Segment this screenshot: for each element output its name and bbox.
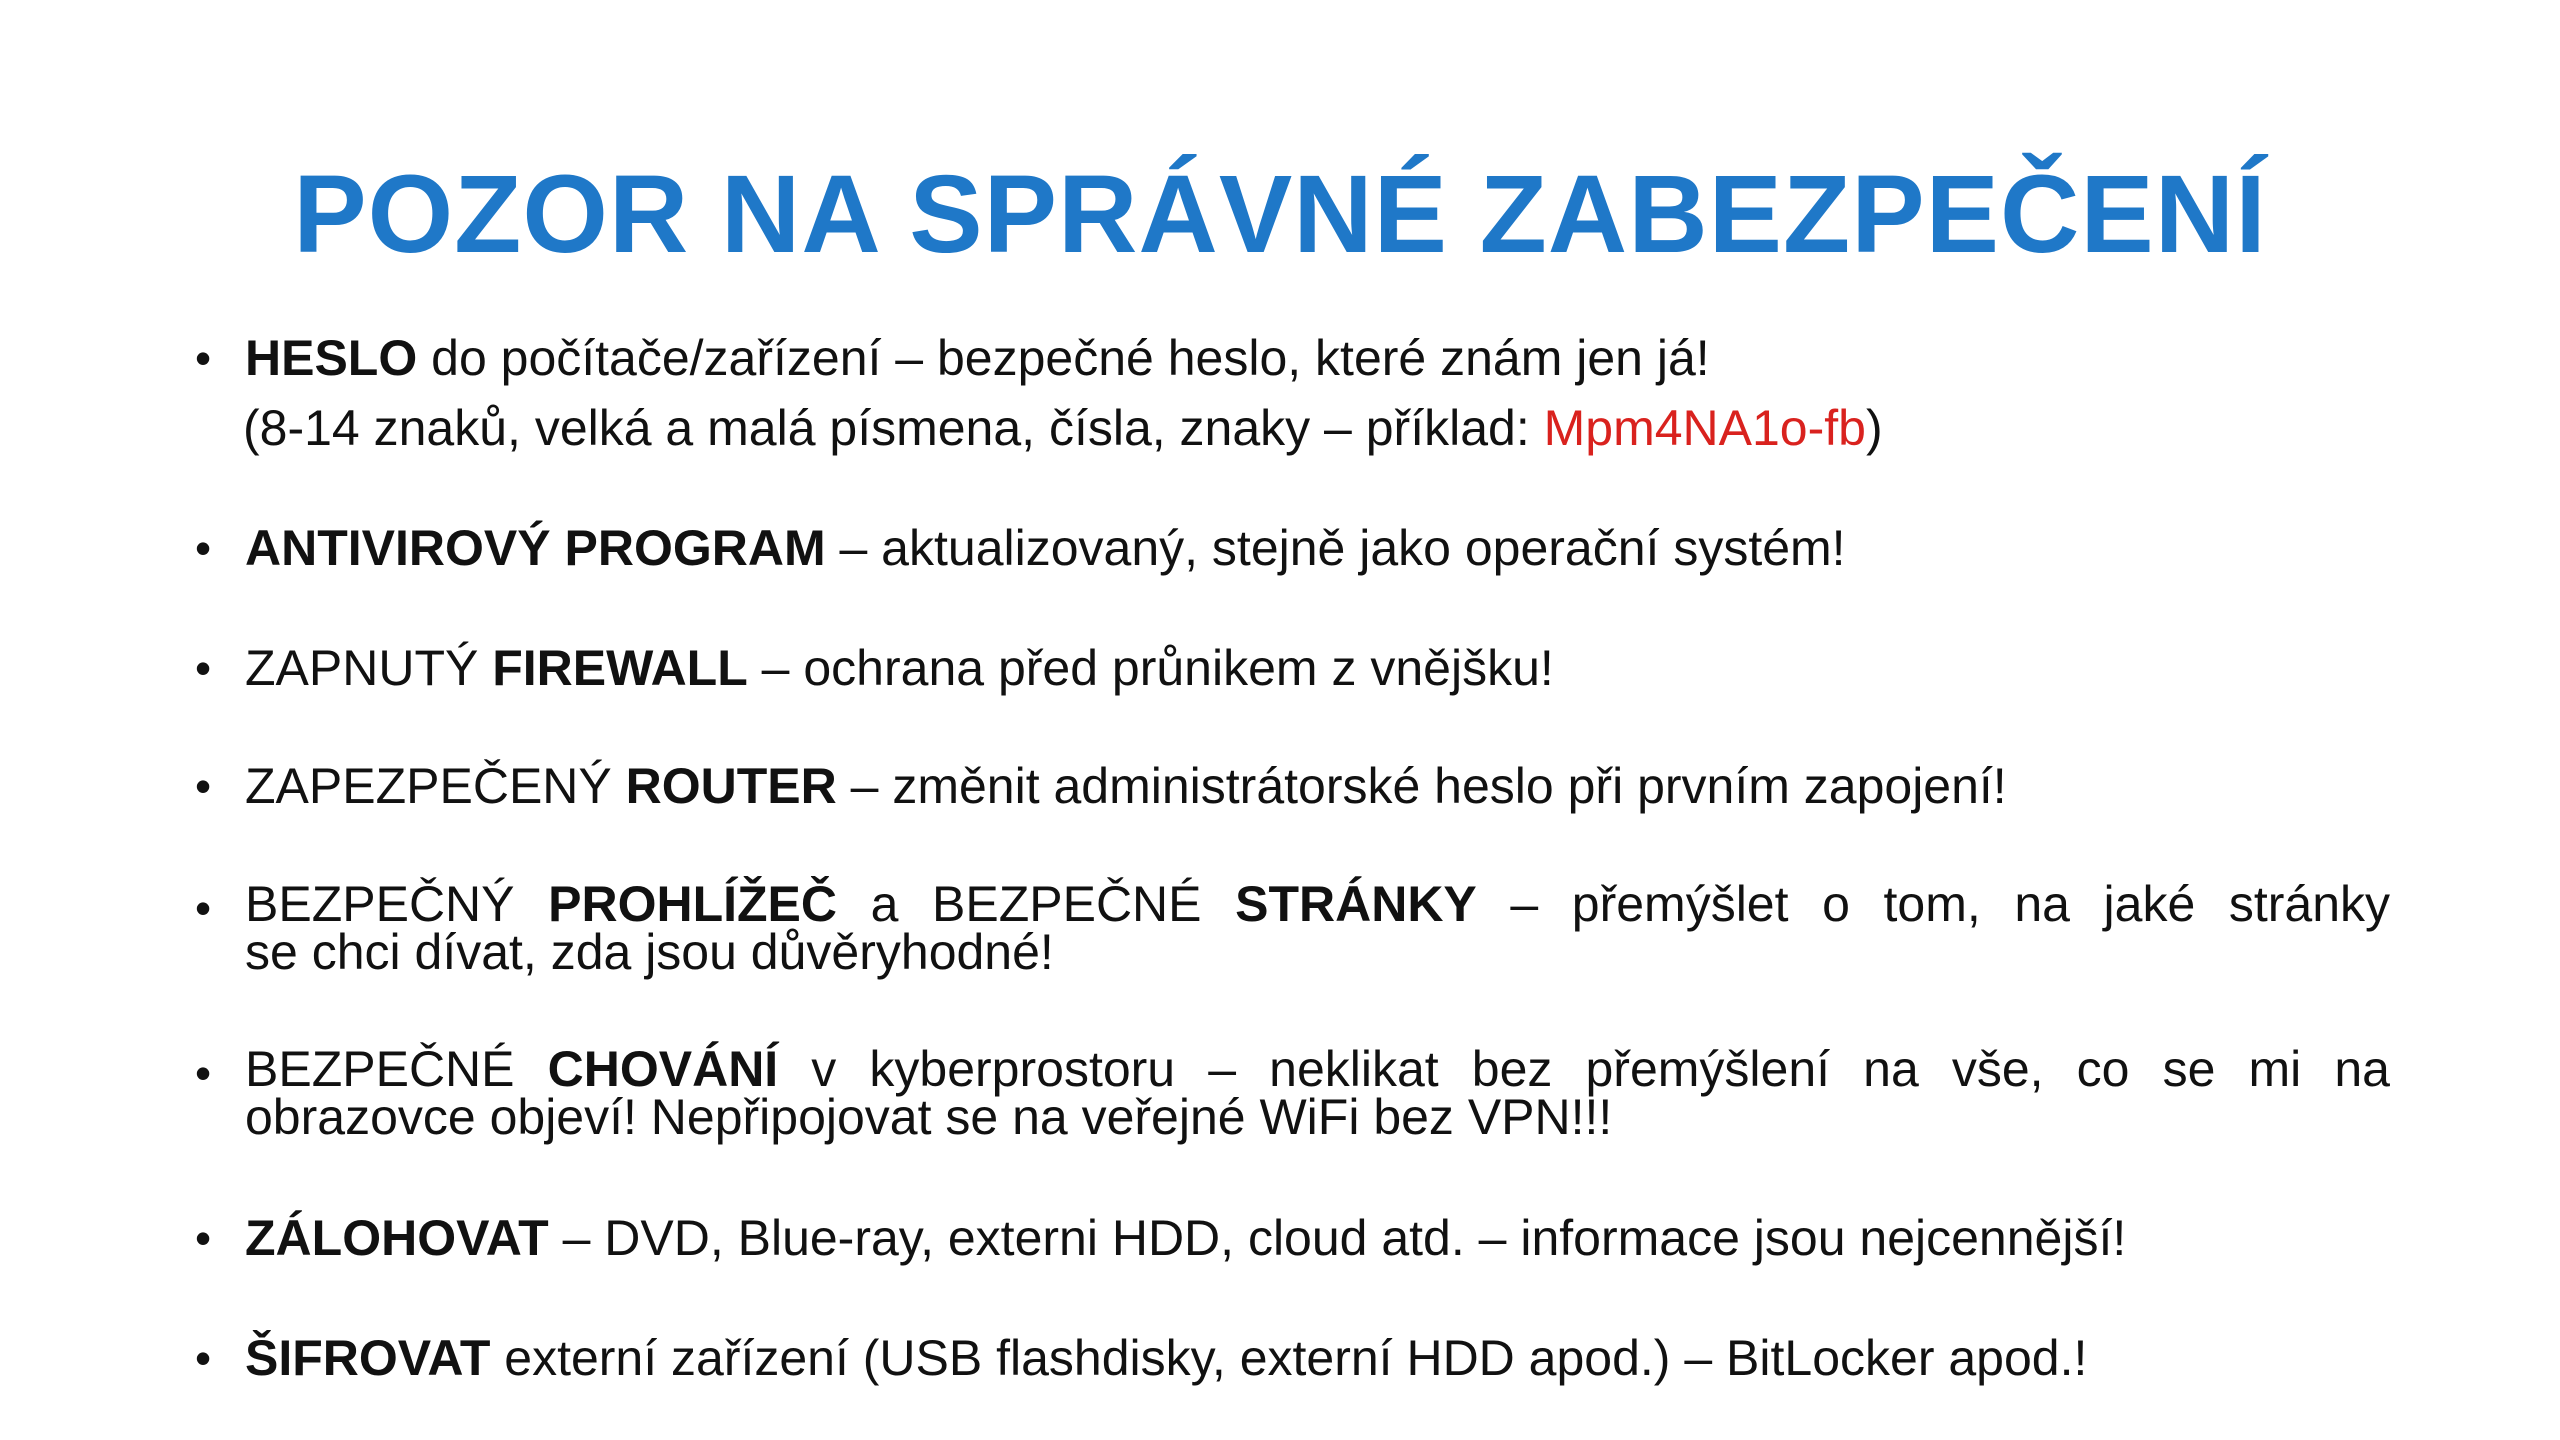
item-keyword: FIREWALL (492, 640, 748, 696)
bullet-icon: • (195, 332, 212, 384)
item-keyword: ROUTER (625, 758, 837, 814)
item-description: externí zařízení (USB flashdisky, externí HDD apod.) – BitLocker apod.! (490, 1330, 2088, 1386)
bullet-icon: • (195, 522, 212, 574)
item-description-line2: se chci dívat, zda jsou důvěryhodné! (245, 924, 1054, 980)
password-example: Mpm4NA1o-fb (1543, 400, 1866, 456)
requirements-close: ) (1865, 400, 1883, 456)
item-prefix: BEZPEČNÝ (245, 876, 549, 932)
bullet-icon: • (195, 882, 212, 934)
item-prefix: ZAPNUTÝ (245, 640, 493, 696)
requirements-text: (8-14 znaků, velká a malá písmena, čísla, znaky – příklad: (243, 400, 1544, 456)
bullet-icon: • (195, 1332, 212, 1384)
item-keyword: ŠIFROVAT (245, 1330, 491, 1386)
bullet-icon: • (195, 760, 212, 812)
item-keyword: PROHLÍŽEČ (548, 876, 838, 932)
item-text (245, 520, 2390, 576)
item-prefix: BEZPEČNÉ (245, 1041, 548, 1097)
item-description-line2: obrazovce objeví! Nepřipojovat se na veřejné WiFi bez VPN!!! (245, 1089, 1613, 1145)
item-prefix: ZAPEZPEČENÝ (245, 758, 626, 814)
item-description: – změnit administrátorské heslo při prvním zapojení! (836, 758, 2007, 814)
password-requirements (243, 400, 1883, 456)
item-text (245, 758, 2390, 814)
item-keyword: ANTIVIROVÝ PROGRAM (245, 520, 826, 576)
bullet-icon: • (195, 1212, 212, 1264)
item-keyword-2: STRÁNKY (1235, 876, 1477, 932)
item-text (245, 1210, 2390, 1266)
item-description: v kyberprostoru – neklikat bez přemýšlení na vše, co se mi na (778, 1041, 2390, 1097)
slide-title: POZOR NA SPRÁVNÉ ZABEZPEČENÍ (293, 153, 2267, 276)
item-middle: a BEZPEČNÉ (837, 876, 1236, 932)
item-description: do počítače/zařízení – bezpečné heslo, které znám jen já! (417, 330, 1710, 386)
item-description: – ochrana před průnikem z vnějšku! (747, 640, 1554, 696)
bullet-icon: • (195, 1047, 212, 1099)
bullet-icon: • (195, 642, 212, 694)
item-description: – přemýšlet o tom, na jaké stránky (1476, 876, 2390, 932)
item-keyword: ZÁLOHOVAT (245, 1210, 549, 1266)
item-description: – DVD, Blue-ray, externi HDD, cloud atd. – informace jsou nejcennější! (548, 1210, 2127, 1266)
item-text (245, 876, 2390, 980)
item-text (245, 1041, 2390, 1145)
item-keyword: CHOVÁNÍ (547, 1041, 779, 1097)
item-keyword: HESLO (245, 330, 418, 386)
item-text (245, 1330, 2390, 1386)
item-text (245, 640, 2390, 696)
item-description: – aktualizovaný, stejně jako operační systém! (825, 520, 1846, 576)
item-text (245, 330, 2390, 386)
